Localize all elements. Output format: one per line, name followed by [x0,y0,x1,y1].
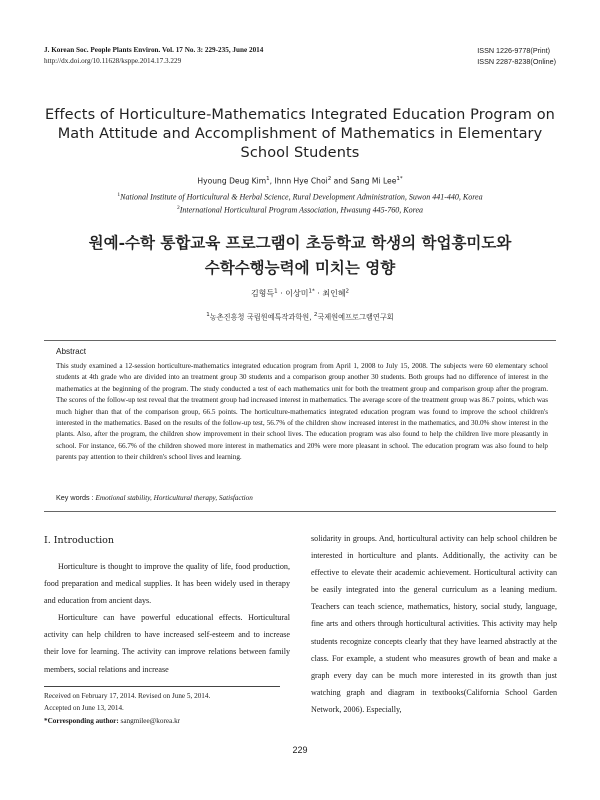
authors-en [40,176,560,186]
author-sep: · [314,289,323,298]
issn-print: ISSN 1226-9778(Print) [477,46,550,55]
affiliation-1 [40,190,560,203]
title-ko-line: 수학수행능력에 미치는 영향 [204,258,396,277]
title-en-line: Math Attitude and Accomplishment of Mathematics in Elementary [57,126,543,142]
author-sup: 2 [345,288,350,295]
author-name: Sang Mi Lee [350,176,397,186]
received-date: Received on February 17, 2014. Revised on June 5, 2014. [44,692,211,700]
footnote [44,690,284,727]
author-sep: , [269,176,275,186]
author-sup: 1* [308,288,315,295]
journal-citation: J. Korean Soc. People Plants Environ. Vol. 17 No. 3: 229-235, June 2014 [44,46,264,54]
affiliation-text: National Institute of Horticultural & Herbal Science, Rural Development Administration, Suwon 441-440, Korea [120,192,483,202]
author-sup: 1 [274,288,278,295]
body-column-right [311,530,557,718]
author-name: 이상미 [285,289,309,298]
issn-online: ISSN 2287-8238(Online) [477,57,556,66]
body-paragraph: Horticulture is thought to improve the quality of life, food production, food preparation and medical supplies. It has been widely used in therapy and education from ancient days. [44,562,290,606]
paper-title-ko [40,230,560,280]
title-ko-line: 원예-수학 통합교육 프로그램이 초등학교 학생의 학업흥미도와 [88,233,512,252]
affiliation-text: 농촌진흥청 국립원예특작과학원, [209,312,314,322]
author-sep: and [331,176,351,186]
author-sup: 1 [266,176,270,182]
abstract-text: This study examined a 12-session horticulture-mathematics integrated education program from April 1, 2008 to July 15, 2008. The subjects were 60 elementary school students at 4th grade who are divided into an treatment group 30 students and a comparison group another 30 students. Both groups had no difference of interest in the mathematics at the beginning of the program. The study conducted a test of each mathematics unit for both the treatment group and comparison group after the program. The scores of the follow-up test reveal that the treatment group had increased interest in mathematics. The average score of the treatment group was 86.7 points, which was much higher than that of the comparison group, 66.5 points. The horticulture-mathematics integrated education program was found to improve the school children's interested in the mathematics. Based on the results of the follow-up test, 56.7% of the children show increased interest in the mathematics, and 30.0% show interest in the plants. Also, after the program, the children show improvement in their school lives. The education program was also found to help the children live more pleasantly in school. For instance, 66.7% of the children showed more interest in mathematics and 20% were more pleasant in school. The education program was also found to help parents pay attention to their children's school lives and learning. [56,362,548,462]
doi-link[interactable]: http://dx.doi.org/10.11628/ksppe.2014.17.3.229 [44,57,182,65]
section-heading-introduction: Ⅰ. Introduction [44,535,114,546]
author-name: 최인혜 [322,289,346,298]
title-en-line: School Students [240,145,360,161]
page-number: 229 [292,745,308,755]
author-sup: 1* [396,176,403,182]
author-name: Ihnn Hye Choi [274,176,328,186]
author-sup: 2 [327,176,332,182]
author-name: Hyoung Deug Kim [197,176,267,186]
affiliation-2 [40,203,560,216]
body-paragraph: Horticulture can have powerful educational effects. Horticultural activity can help children to have increased self-esteem and to increase their love for learning. The activity can improve relations between family members, social relations and increase [44,613,290,674]
affiliation-sup: 2 [176,204,180,211]
journal-header [44,45,263,67]
issn-block [477,45,556,67]
affiliation-sup: 2 [313,312,318,318]
author-sep: · [277,289,286,298]
body-paragraph: solidarity in groups. And, horticultural activity can help school children be interested in horticulture and plants. Additionally, the activity can be effective to elevate their academic achievement. Horticultural activity can be easily integrated into the general curriculum as a leaning medium. Teachers can teach science, mathematics, history, social study, language, fine arts and others through horticultural activities. This activity may help students recognize concepts clearly that they have learned abstractly at the class. For example, a student who measures growth of bean and make a graph every day can be much more interested in its growth than just watching graph and diagram in textbooks(California School Garden Network, 2006). Especially, [311,534,557,714]
corresponding-email[interactable]: sangmilee@korea.kr [120,716,181,725]
keywords-list: Emotional stability, Horticultural therapy, Satisfaction [95,494,253,502]
corresponding-author [44,715,284,727]
corresponding-label: *Corresponding author: [44,716,121,725]
affiliation-text: International Horticultural Program Association, Hwasung 445-760, Korea [179,205,423,215]
affiliations-ko [40,312,560,322]
author-name: 김형득 [250,289,275,298]
paper-title-en [40,106,560,163]
title-en-line: Effects of Horticulture-Mathematics Integrated Education Program on [45,107,555,123]
keywords-label: Key words : [56,493,96,502]
footnote-divider [44,686,280,687]
body-column-left [44,528,290,678]
authors-ko [40,288,560,299]
keywords [56,493,253,502]
affiliation-sup: 1 [117,192,121,198]
affiliations-en [40,190,560,215]
abstract-heading: Abstract [56,347,87,356]
affiliation-sup: 1 [206,312,210,318]
accepted-date: Accepted on June 13, 2014. [44,704,124,713]
affiliation-text: 국제원예프로그램연구회 [317,312,394,322]
